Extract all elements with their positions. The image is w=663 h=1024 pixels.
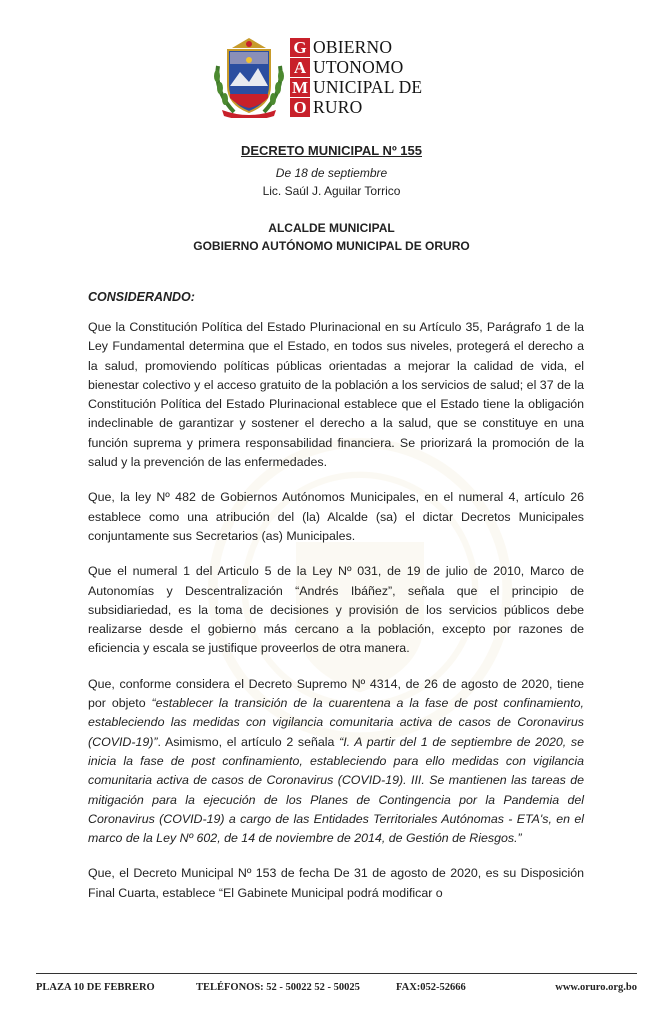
initial-letter: M: [291, 78, 309, 97]
brand-line: UNICIPAL DE: [313, 77, 423, 97]
paragraph-text: . Asimismo, el artículo 2 señala: [157, 734, 340, 749]
decree-signer: Lic. Saúl J. Aguilar Torrico: [262, 184, 401, 198]
paragraph-decreto-153: Que, el Decreto Municipal Nº 153 de fecha De 31 de agosto de 2020, es su Disposición Final Cuarta, establece “El Gabinete Municipal podrá modificar o: [88, 866, 584, 900]
initial-letter: G: [290, 38, 310, 57]
initial-letter: A: [290, 58, 310, 77]
municipal-header: [212, 34, 462, 124]
initial-letter: O: [290, 98, 310, 117]
footer: [36, 982, 637, 998]
brand-line: OBIERNO: [313, 37, 393, 57]
considerando-heading: CONSIDERANDO:: [88, 290, 195, 304]
brand-line: UTONOMO: [313, 57, 404, 77]
paragraph-decreto-4314: [88, 675, 584, 849]
footer-divider: [36, 973, 637, 974]
footer-website: www.oruro.org.bo: [555, 982, 637, 993]
decree-date: De 18 de septiembre: [275, 166, 388, 180]
decree-title: DECRETO MUNICIPAL Nº 155: [240, 143, 422, 158]
authority-entity: GOBIERNO AUTÓNOMO MUNICIPAL DE ORURO: [193, 239, 470, 253]
quoted-text: “establecer la transición de la cuarentena a la fase de post confinamiento, estableciendo las medidas con vigilancia comunitaria activa de casos de Coronavirus (COVID-19)”: [88, 696, 584, 749]
quoted-text: “I. A partir del 1 de septiembre de 2020, se inicia la fase de post confinamiento, estableciendo para ello medidas con vigilancia comunitaria activa de casos de Coronavirus (COVID-19). III. Se mantienen las tareas de mitigación para la ejecución de los Planes de Contingencia por la Pandemia del Coronavirus (COVID-19) a cargo de las Entidades Territoriales Autónomas - ETA's, en el marco de la Ley Nº 602, de 14 de noviembre de 2014, de Gestión de Riesgos.”: [88, 734, 584, 846]
paragraph-ley-482: Que, la ley Nº 482 de Gobiernos Autónomos Municipales, en el numeral 4, artículo 26 establece como una atribución del (la) Alcalde (sa) el dictar Decretos Municipales conjuntamente sus Secretarios (as) Municipales.: [88, 490, 584, 543]
paragraph-constitution: Que la Constitución Política del Estado Plurinacional en su Artículo 35, Parágrafo 1 de la Ley Fundamental determina que el Estado, en todos sus niveles, protegerá el derecho a la salud, promoviendo políticas públicas orientadas a mejorar la calidad de vida, el bienestar colectivo y el acceso gratuito de la población a los servicios de salud; el 37 de la Constitución Política del Estado Plurinacional establece que el Estado tiene la obligación indeclinable de garantizar y sostener el derecho a la salud, que se constituye en una función suprema y primera responsabilidad financiera. Se priorizará la promoción de la salud y la prevención de las enfermedades.: [88, 320, 584, 470]
authority-title: ALCALDE MUNICIPAL: [268, 221, 395, 235]
footer-phones: TELÉFONOS: 52 - 50022 52 - 50025: [196, 982, 360, 993]
gamo-initials: [290, 38, 310, 118]
paragraph-text: Que, conforme considera el Decreto Supremo Nº 4314, de 26 de agosto de 2020, tiene por objeto: [88, 676, 584, 711]
paragraph-ley-031: Que el numeral 1 del Articulo 5 de la Ley Nº 031, de 19 de julio de 2010, Marco de Autonomías y Descentralización “Andrés Ibáñez”, señala que el principio de subsidiariedad, es la toma de decisiones y provisión de los servicios públicos debe realizarse desde el gobierno más cercano a la población, excepto por razones de eficiencia y escala se justifique proveerlos de otra manera.: [88, 564, 584, 656]
footer-address: PLAZA 10 DE FEBRERO: [36, 982, 155, 993]
footer-fax: FAX:052-52666: [396, 982, 466, 993]
coat-of-arms-icon: [212, 36, 286, 118]
document-body: [88, 318, 584, 919]
municipality-name: [313, 38, 422, 118]
brand-line: RURO: [313, 97, 363, 117]
